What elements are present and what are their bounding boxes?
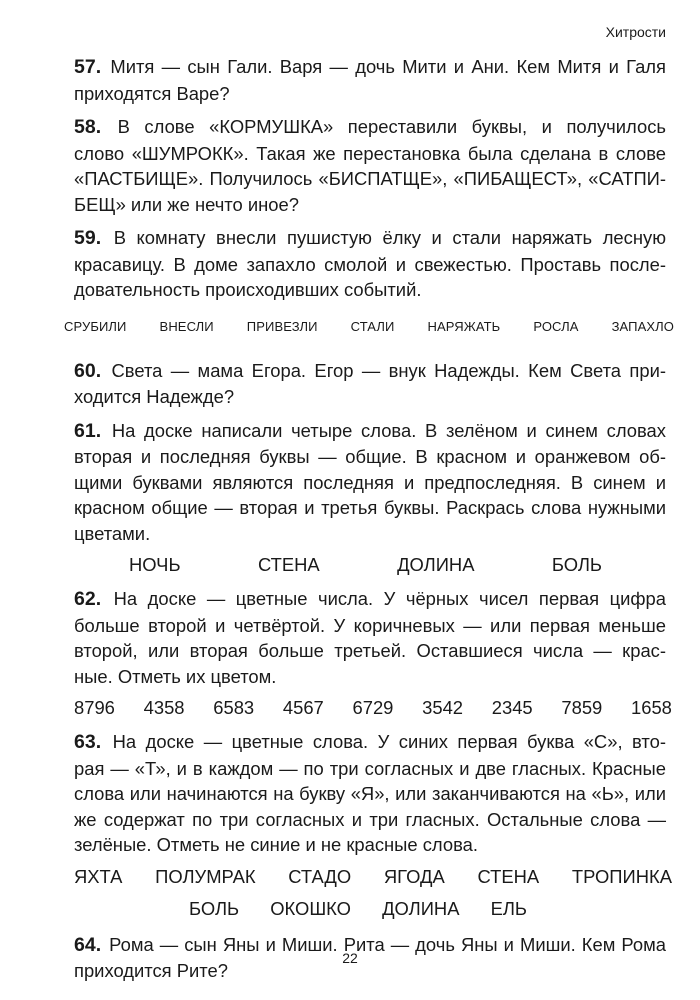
task-text: вторая и последняя буквы — общие. В красном и оранжевом об- <box>74 446 666 467</box>
board-word: ОКОШКО <box>270 897 351 919</box>
task-number: 62. <box>74 588 102 610</box>
numbers-row <box>74 697 672 719</box>
task-text: В слове «КОРМУШКА» переставили буквы, и получилось <box>117 116 666 137</box>
number-item: 7859 <box>561 697 603 718</box>
event-word: ПРИВЕЗЛИ <box>246 318 318 334</box>
task-63 <box>74 729 666 858</box>
task-number: 61. <box>74 419 102 442</box>
task-text: приходятся Варе? <box>74 82 230 104</box>
task-text: На доске — цветные числа. У чёрных чисел первая цифра <box>113 588 666 609</box>
number-item: 6729 <box>352 697 394 718</box>
task-text: красном общие — вторая и третья буквы. Раскрась слова нужными <box>74 497 666 518</box>
event-words-row <box>64 319 674 334</box>
task-62 <box>74 586 666 689</box>
event-word: ВНЕСЛИ <box>159 318 214 334</box>
task-text: же содержат по три согласных и три гласных. Остальные слова — <box>74 808 666 830</box>
task-text: БЕЩ» или же нечто иное? <box>74 193 299 215</box>
board-word: СТАДО <box>288 865 352 887</box>
task-text: Митя — сын Гали. Варя — дочь Мити и Ани. Кем Митя и Галя <box>110 56 666 77</box>
number-item: 2345 <box>491 697 533 718</box>
task-57 <box>74 54 666 106</box>
task-text: довательность происходивших событий. <box>74 279 422 300</box>
task-60 <box>74 358 666 410</box>
task-text: приходится Рите? <box>74 960 228 981</box>
task-61 <box>74 418 666 547</box>
number-item: 4567 <box>282 697 324 718</box>
task-text: больше второй и четвёртой. У коричневых — или первая меньше <box>74 614 666 636</box>
event-word: НАРЯЖАТЬ <box>427 318 501 334</box>
page-content <box>64 54 674 992</box>
task-text: слова или начинаются на букву «Я», или заканчиваются на «Ь», или <box>74 783 666 804</box>
board-word: БОЛЬ <box>189 897 240 919</box>
task-text: «ПАСТБИЩЕ». Получилось «БИСПАТЩЕ», «ПИБАЩЕСТ», «САТПИ- <box>74 168 666 189</box>
board-words-row-1 <box>74 866 672 888</box>
task-number: 60. <box>74 359 102 382</box>
board-word: СТЕНА <box>477 865 540 887</box>
color-word: НОЧЬ <box>129 554 181 575</box>
board-word: ЯГОДА <box>383 865 445 887</box>
task-text: красавицу. В доме запахло смолой и свежестью. Проставь после- <box>74 253 666 275</box>
running-head: Хитрости <box>605 24 666 40</box>
event-word: ЗАПАХЛО <box>611 318 674 334</box>
number-item: 6583 <box>213 697 255 718</box>
task-text: цветами. <box>74 522 151 544</box>
board-word: ДОЛИНА <box>382 897 460 919</box>
page-number: 22 <box>342 950 358 966</box>
task-number: 64. <box>74 933 102 956</box>
number-item: 3542 <box>422 697 464 718</box>
task-58 <box>74 114 666 217</box>
task-text: рая — «Т», и в каждом — по три согласных и две гласных. Красные <box>74 757 666 779</box>
task-text: ходится Надежде? <box>74 386 235 407</box>
task-number: 59. <box>74 227 102 249</box>
board-word: ЕЛЬ <box>490 897 527 919</box>
color-word: СТЕНА <box>257 554 320 575</box>
color-word: ДОЛИНА <box>397 554 475 575</box>
event-word: СРУБИЛИ <box>64 318 127 334</box>
task-text: В комнату внесли пушистую ёлку и стали наряжать лесную <box>113 227 666 248</box>
number-item: 4358 <box>143 697 185 718</box>
board-word: ТРОПИНКА <box>571 865 672 887</box>
task-number: 63. <box>74 731 102 753</box>
board-word: ПОЛУМРАК <box>155 865 256 887</box>
task-text: ные. Отметь их цветом. <box>74 665 277 687</box>
board-word: ЯХТА <box>74 865 123 887</box>
task-text: На доске написали четыре слова. В зелёном и синем словах <box>111 419 666 441</box>
task-number: 58. <box>74 116 102 138</box>
color-words-row <box>129 554 602 576</box>
task-number: 57. <box>74 56 102 78</box>
color-word: БОЛЬ <box>551 554 602 575</box>
number-item: 8796 <box>74 697 115 718</box>
task-text: щими буквами являются последняя и предпоследняя. В синем и <box>74 471 666 493</box>
task-text: слово «ШУМРОКК». Такая же перестановка была сделана в слове <box>74 142 666 164</box>
event-word: РОСЛА <box>533 318 579 334</box>
task-text: зелёные. Отметь не синие и не красные слова. <box>74 834 479 855</box>
task-text: второй, или вторая больше третьей. Оставшиеся числа — крас- <box>74 640 666 661</box>
number-item: 1658 <box>631 697 672 718</box>
board-words-row-2 <box>189 898 527 920</box>
task-text: Рома — сын Яны и Миши. Рита — дочь Яны и Миши. Кем Рома <box>109 933 666 955</box>
task-59 <box>74 225 666 303</box>
task-text: Света — мама Егора. Егор — внук Надежды. Кем Света при- <box>111 359 666 381</box>
task-text: На доске — цветные слова. У синих первая буква «С», вто- <box>112 731 666 752</box>
event-word: СТАЛИ <box>350 318 395 334</box>
